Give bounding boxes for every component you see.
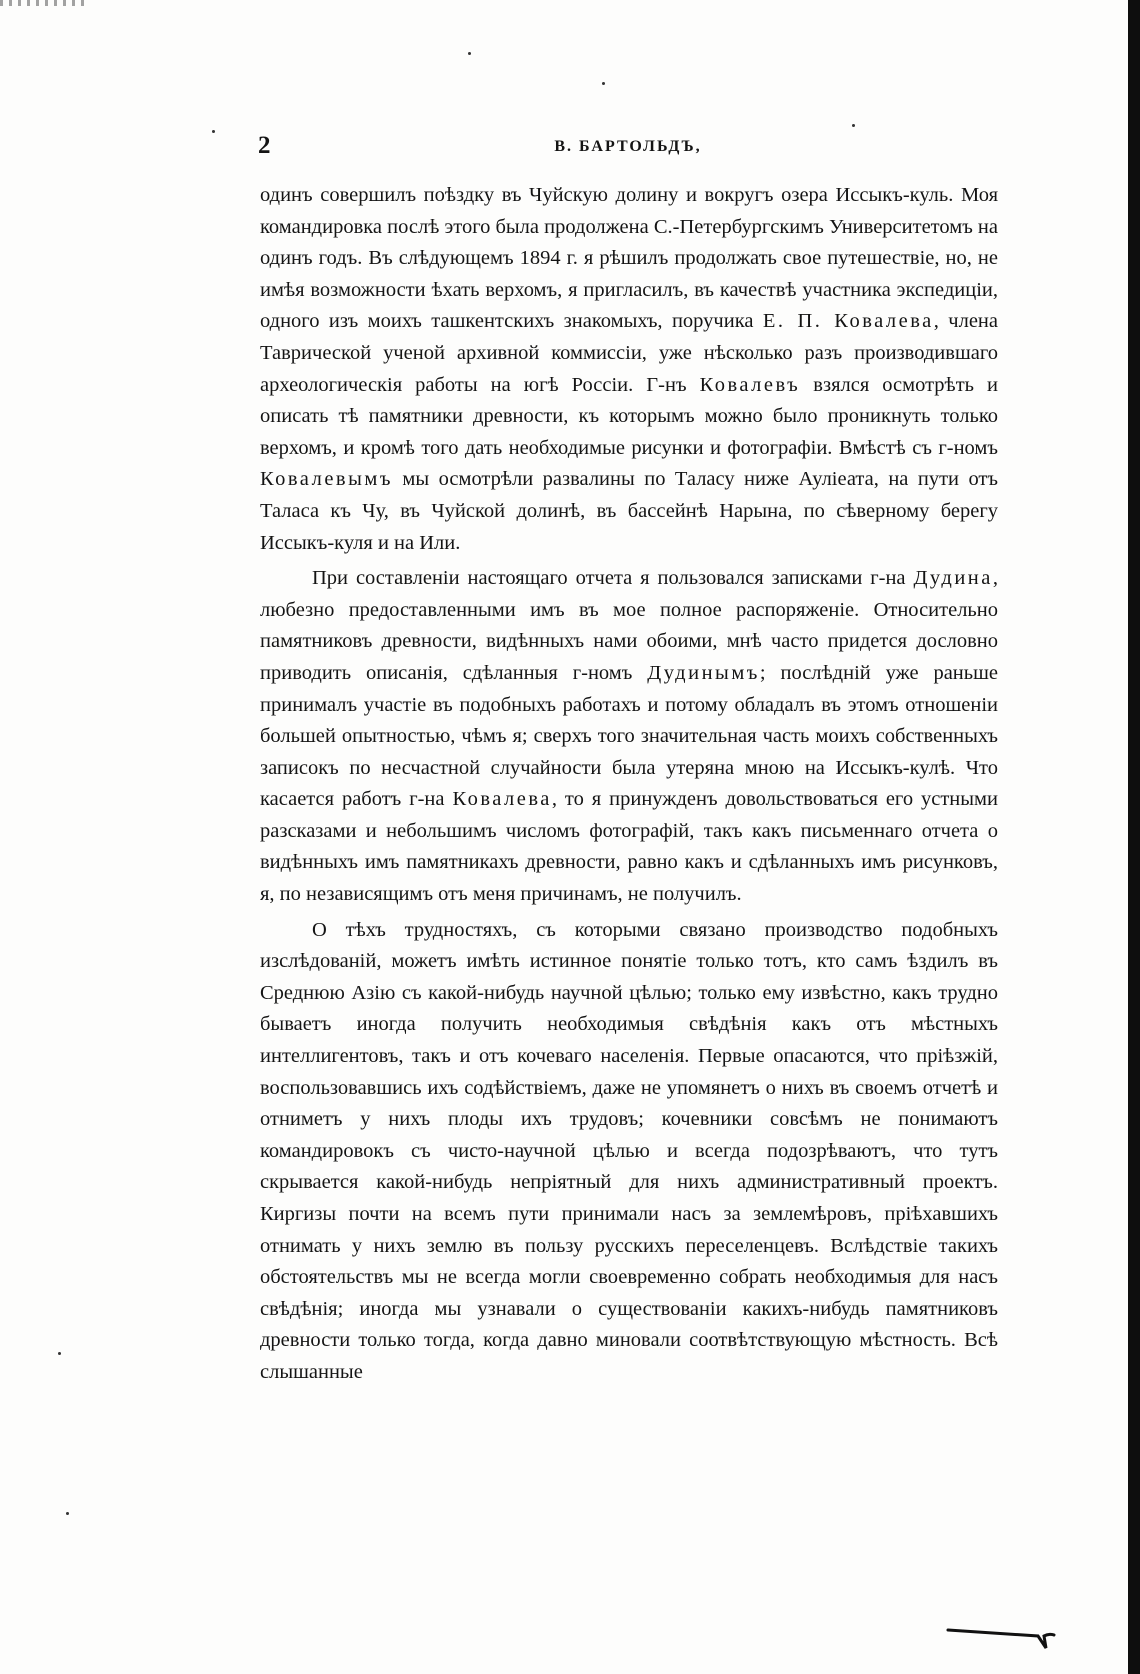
scan-edge-shadow bbox=[1128, 0, 1140, 1674]
scan-speck bbox=[58, 1352, 61, 1355]
scan-border-marks bbox=[0, 0, 90, 6]
scan-speck bbox=[66, 1512, 69, 1515]
running-head: В. БАРТОЛЬДЪ, bbox=[554, 138, 702, 155]
spaced-name: Ковалевымъ bbox=[260, 468, 393, 491]
paragraph bbox=[260, 563, 998, 911]
scan-speck bbox=[602, 82, 605, 85]
spaced-name: Е. П. Ковалева bbox=[762, 310, 934, 333]
text-segment: О тѣхъ трудностяхъ, съ которыми связано производство подобныхъ изслѣдованій, можетъ имѣть истинное понятіе только тотъ, кто самъ ѣздилъ въ Среднюю Азію съ какой-нибудь научной цѣлью; только ему извѣстно, какъ трудно бываетъ иногда получить необходимыя свѣдѣнія какъ отъ мѣстныхъ интеллигентовъ, такъ и отъ кочеваго населенія. Первые опасаются, что пріѣзжій, воспользовавшись ихъ содѣйствіемъ, даже не упомянетъ о нихъ въ своемъ отчетѣ и отниметъ у нихъ плоды ихъ трудовъ; кочевники совсѣмъ не понимаютъ командировокъ съ чисто-научной цѣлью и всегда подозрѣваютъ, что тутъ скрывается какой-нибудь непріятный для нихъ административный проектъ. Киргизы почти на всемъ пути принимали насъ за землемѣровъ, пріѣхавшихъ отнимать у нихъ землю въ пользу русскихъ переселенцевъ. Вслѣдствіе такихъ обстоятельствъ мы не всегда могли своевременно собрать необходимыя для насъ свѣдѣнія; иногда мы узнавали о существованіи какихъ-нибудь памятниковъ древности только тогда, когда давно миновали соотвѣтствующую мѣстность. Всѣ слышанные bbox=[260, 918, 998, 1383]
body-text bbox=[260, 180, 998, 1393]
scan-speck bbox=[852, 124, 855, 127]
scan-speck bbox=[212, 130, 215, 133]
scan-speck bbox=[468, 52, 471, 55]
spaced-name: Ковалева bbox=[452, 788, 552, 811]
spaced-name: Дудина bbox=[913, 567, 993, 590]
paragraph bbox=[260, 180, 998, 559]
printer-catchmark bbox=[946, 1622, 1056, 1650]
text-segment: взялся осмотрѣть и описать тѣ памятники древности, къ которымъ можно было проникнуть только верхомъ, и кромѣ того дать необходимые рисунки и фотографіи. Вмѣстѣ съ г-номъ bbox=[260, 373, 998, 459]
spaced-name: Ковалевъ bbox=[699, 373, 801, 396]
text-segment: одинъ совершилъ поѣздку въ Чуйскую долину и вокругъ озера Иссыкъ-куль. Моя командировка послѣ этого была продолжена С.-Петербургскимъ Университетомъ на одинъ годъ. Въ слѣдующемъ 1894 г. я рѣшилъ продолжать свое путешествіе, но, не имѣя возможности ѣхать верхомъ, я пригласилъ, въ качествѣ участника экспедиціи, одного изъ моихъ ташкентскихъ знакомыхъ, поручика bbox=[260, 184, 998, 333]
text-segment: При составленіи настоящаго отчета я пользовался записками г-на bbox=[312, 567, 914, 590]
text-segment: , любезно предоставленными имъ въ мое полное распоряженіе. Относительно памятниковъ древности, видѣнныхъ нами обоими, мнѣ часто придется дословно приводить описанія, сдѣланныя г-номъ bbox=[260, 567, 998, 684]
page-number: 2 bbox=[258, 132, 271, 159]
text-segment: , члена Таврической ученой архивной коммиссіи, уже нѣсколько разъ производившаго археологическія работы на югѣ Россіи. Г-нъ bbox=[260, 310, 998, 396]
page-header bbox=[258, 132, 998, 162]
text-segment: ; послѣдній уже раньше принималъ участіе въ подобныхъ работахъ и потому обладалъ въ этомъ отношеніи большей опытностью, чѣмъ я; сверхъ того значительная часть моихъ собственныхъ записокъ по несчастной случайности была утеряна мною на Иссыкъ-кулѣ. Что касается работъ г-на bbox=[260, 661, 999, 811]
text-segment: , то я принужденъ довольствоваться его устными разсказами и небольшимъ числомъ фотографій, такъ какъ письменнаго отчета о видѣнныхъ имъ памятникахъ древности, равно какъ и сдѣланныхъ имъ рисунковъ, я, по независящимъ отъ меня причинамъ, не получилъ. bbox=[260, 788, 998, 906]
text-segment: мы осмотрѣли развалины по Таласу ниже Ауліеата, на пути отъ Таласа къ Чу, въ Чуйской долинѣ, въ бассейнѣ Нарына, по сѣверному берегу Иссыкъ-куля и на Или. bbox=[260, 468, 998, 554]
spaced-name: Дудинымъ bbox=[647, 661, 760, 684]
paragraph bbox=[260, 915, 998, 1389]
